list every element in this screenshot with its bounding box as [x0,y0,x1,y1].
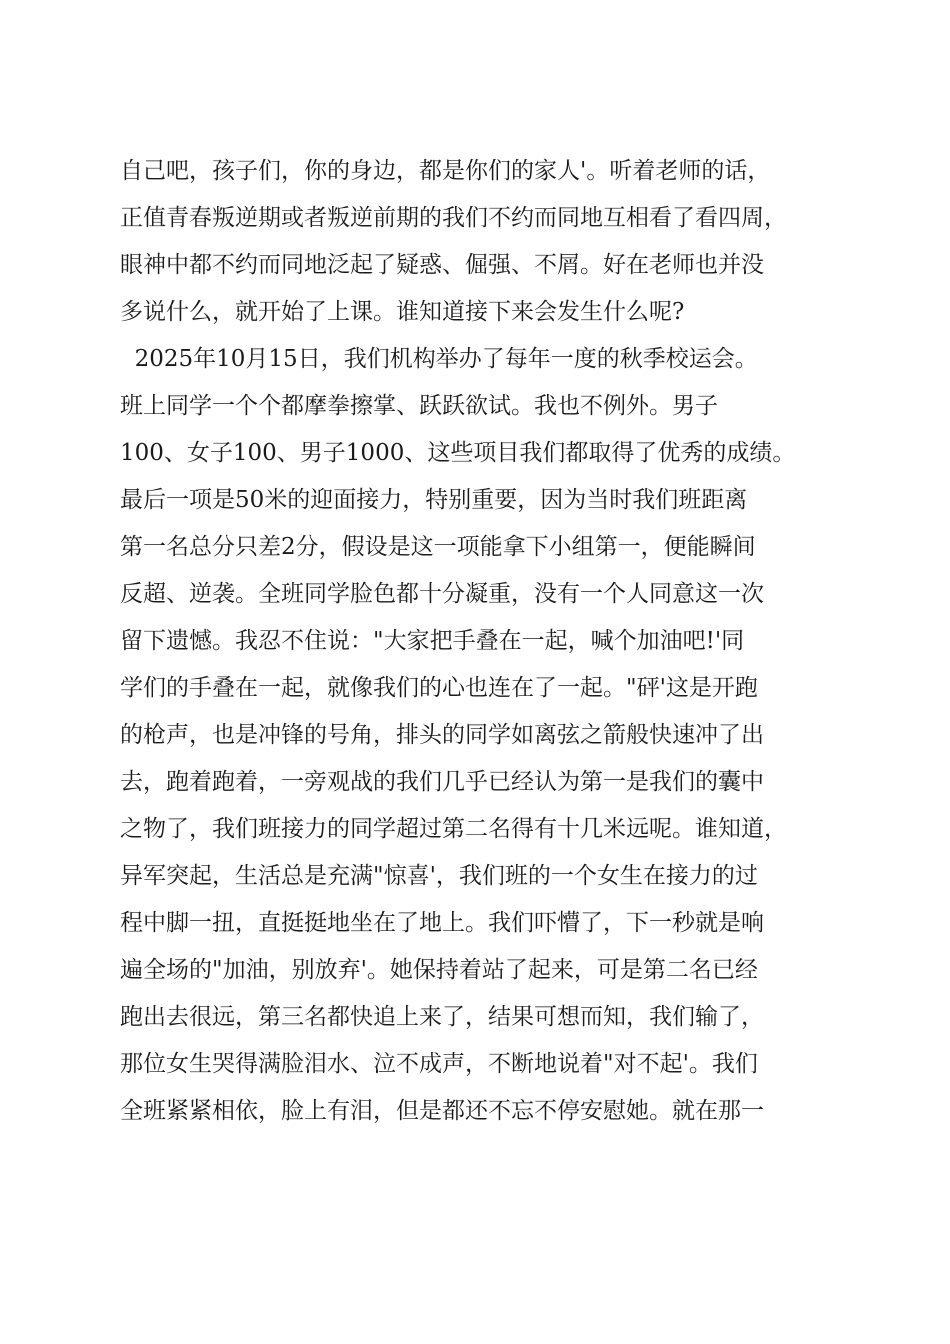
text-line: 多说什么，就开始了上课。谁知道接下来会发生什么呢? [120,299,685,325]
text-line: 之物了，我们班接力的同学超过第二名得有十几米远呢。谁知道， [120,816,787,842]
text-line: 的枪声，也是冲锋的号角，排头的同学如离弦之箭般快速冲了出 [120,722,764,748]
text-line: 100、女子100、男子1000、这些项目我们都取得了优秀的成绩。 [120,440,796,466]
text-line: 反超、逆袭。全班同学脸色都十分凝重，没有一个人同意这一次 [120,581,764,607]
text-line: 那位女生哭得满脸泪水、泣不成声，不断地说着"对不起'。我们 [120,1051,758,1077]
text-line: 2025年10月15日，我们机构举办了每年一度的秋季校运会。 [120,346,758,372]
text-line: 跑出去很远，第三名都快追上来了，结果可想而知，我们输了， [120,1004,764,1030]
text-line: 全班紧紧相依，脸上有泪，但是都还不忘不停安慰她。就在那一 [120,1098,764,1124]
text-line: 遍全场的"加油，别放弃'。她保持着站了起来，可是第二名已经 [120,957,758,983]
text-line: 异军突起，生活总是充满"惊喜'，我们班的一个女生在接力的过 [120,863,758,889]
text-line: 自己吧，孩子们，你的身边，都是你们的家人'。听着老师的话， [120,158,771,184]
text-line: 正值青春叛逆期或者叛逆前期的我们不约而同地互相看了看四周， [120,205,787,231]
text-line: 班上同学一个个都摩拳擦掌、跃跃欲试。我也不例外。男子 [120,393,718,419]
text-line: 最后一项是50米的迎面接力，特别重要，因为当时我们班距离 [120,487,748,513]
text-line: 程中脚一扭，直挺挺地坐在了地上。我们吓懵了，下一秒就是响 [120,910,764,936]
text-line: 去，跑着跑着，一旁观战的我们几乎已经认为第一是我们的囊中 [120,769,764,795]
text-line: 第一名总分只差2分，假设是这一项能拿下小组第一，便能瞬间 [120,534,756,560]
text-line: 学们的手叠在一起，就像我们的心也连在了一起。"砰'这是开跑 [120,675,758,701]
body-text [120,148,860,1135]
text-line: 留下遗憾。我忍不住说："大家把手叠在一起，喊个加油吧!'同 [120,628,745,654]
text-line: 眼神中都不约而同地泛起了疑惑、倔强、不屑。好在老师也并没 [120,252,764,278]
